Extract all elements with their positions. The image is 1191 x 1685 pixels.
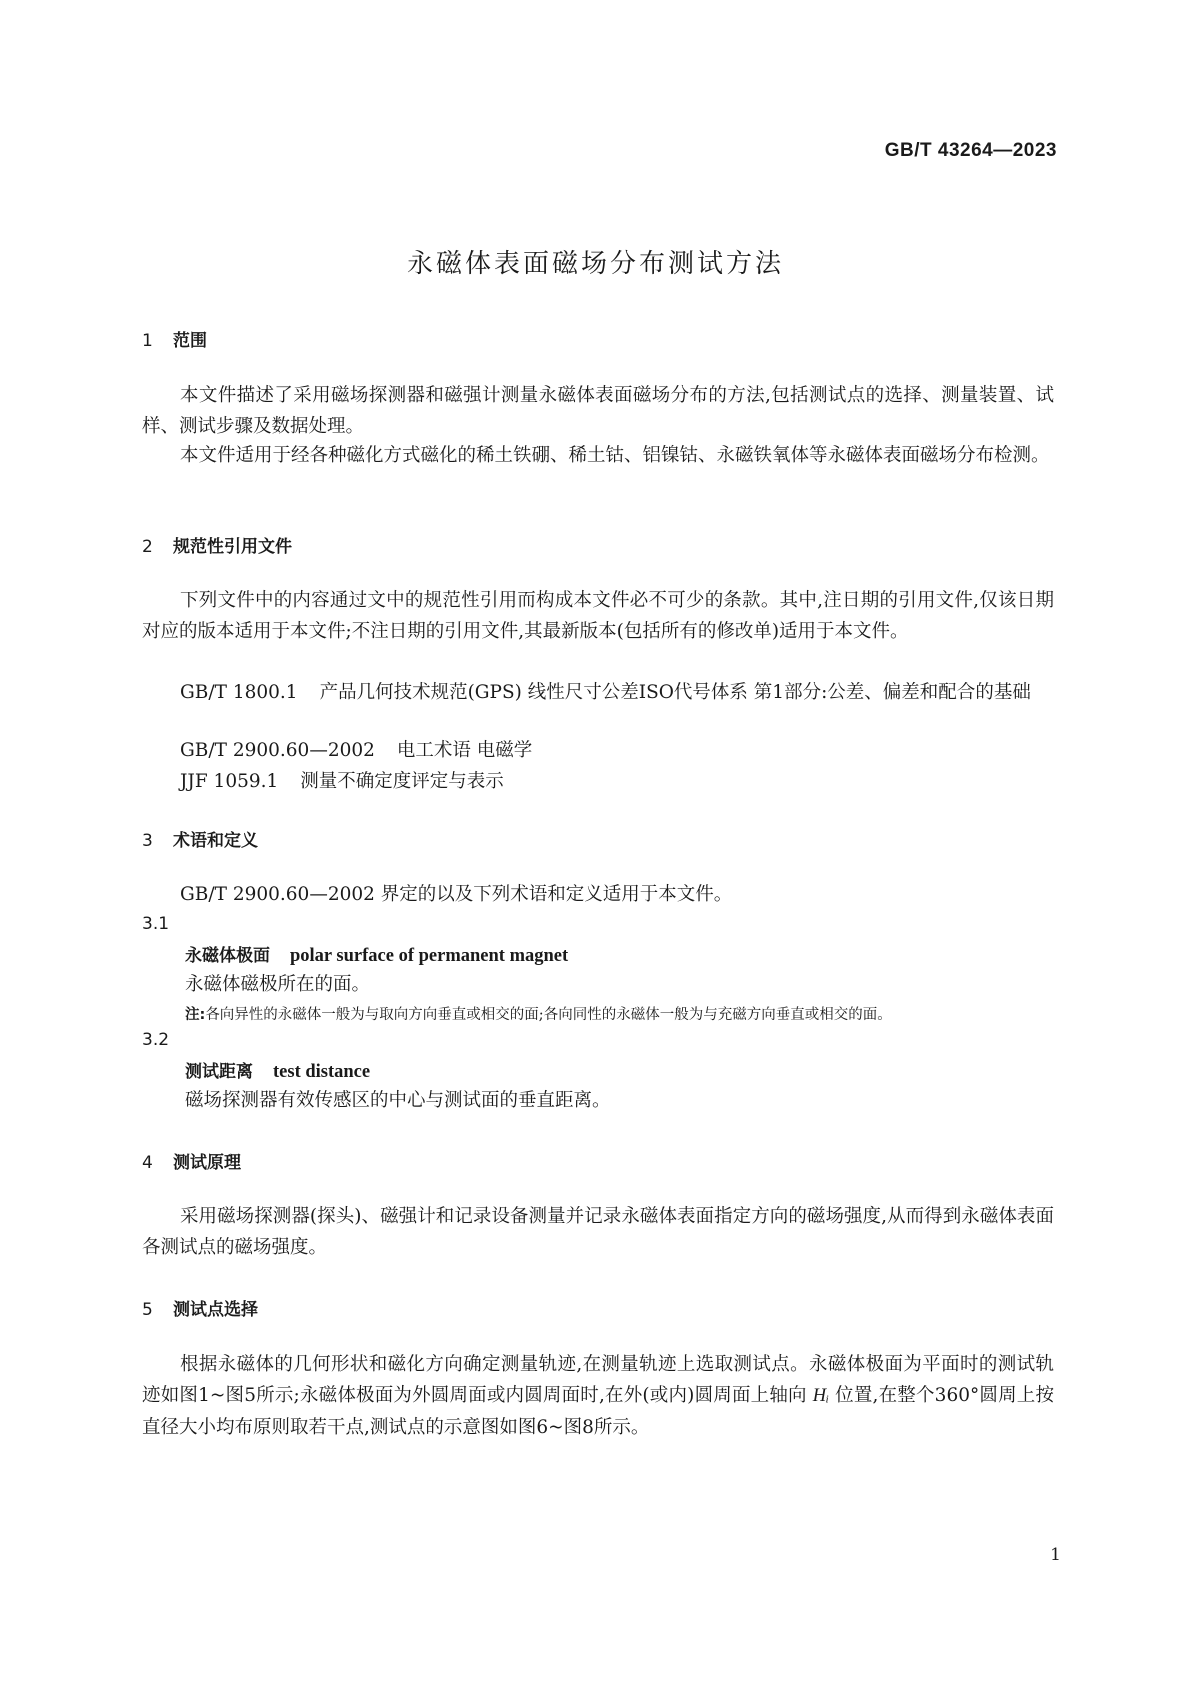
term-number: 3.1 xyxy=(142,914,170,934)
reference-title: 电工术语 电磁学 xyxy=(396,740,533,761)
section-title: 测试原理 xyxy=(173,1153,241,1173)
term-english: test distance xyxy=(273,1062,371,1082)
paragraph-text: 根据永磁体的几何形状和磁化方向确定测量轨迹,在测量轨迹上选取测试点。永磁体极面为平面时的测试轨迹如图1~图5所示;永磁体极面为外圆周面或内圆周面时,在外(或内)圆周面上轴向 xyxy=(142,1354,1054,1406)
term-heading xyxy=(185,941,568,967)
term-note xyxy=(185,1003,892,1024)
field-symbol: Hᵢ xyxy=(812,1386,830,1406)
term-english: polar surface of permanent magnet xyxy=(290,946,569,966)
paragraph: 采用磁场探测器(探头)、磁强计和记录设备测量并记录永磁体表面指定方向的磁场强度,从而得到永磁体表面各测试点的磁场强度。 xyxy=(142,1206,1054,1258)
section-heading-test-point-selection xyxy=(142,1295,258,1320)
standard-code: GB/T 43264—2023 xyxy=(884,140,1057,161)
reference-item xyxy=(180,766,1054,797)
term-heading xyxy=(185,1057,370,1083)
section-number: 5 xyxy=(142,1300,153,1320)
section-title: 术语和定义 xyxy=(173,831,258,851)
page-number: 1 xyxy=(1050,1545,1061,1565)
section-heading-terms-and-definitions xyxy=(142,826,258,851)
section-number: 1 xyxy=(142,331,153,351)
reference-code: JJF 1059.1 xyxy=(180,771,279,792)
paragraph-text: 位置,在整个360°圆周上按直径大小均布原则取若干点,测试点的示意图如图6~图8所示。 xyxy=(142,1385,1054,1438)
section-number: 2 xyxy=(142,537,153,557)
paragraph: 下列文件中的内容通过文中的规范性引用而构成本文件必不可少的条款。其中,注日期的引用文件,仅该日期对应的版本适用于本文件;不注日期的引用文件,其最新版本(包括所有的修改单)适用于本文件。 xyxy=(142,590,1054,642)
term-number: 3.2 xyxy=(142,1030,170,1050)
reference-title: 测量不确定度评定与表示 xyxy=(300,771,504,792)
section-title: 测试点选择 xyxy=(173,1300,258,1320)
term-definition: 永磁体磁极所在的面。 xyxy=(185,974,371,995)
section-heading-normative-references xyxy=(142,532,292,557)
paragraph: GB/T 2900.60—2002 界定的以及下列术语和定义适用于本文件。 xyxy=(180,884,733,905)
reference-code: GB/T 1800.1 xyxy=(180,682,298,703)
section-heading-test-principle xyxy=(142,1148,241,1173)
term-definition: 磁场探测器有效传感区的中心与测试面的垂直距离。 xyxy=(185,1090,611,1111)
note-text: 各向异性的永磁体一般为与取向方向垂直或相交的面;各向同性的永磁体一般为与充磁方向垂直或相交的面。 xyxy=(205,1007,892,1023)
paragraph: 本文件描述了采用磁场探测器和磁强计测量永磁体表面磁场分布的方法,包括测试点的选择、测量装置、试样、测试步骤及数据处理。 xyxy=(142,385,1054,437)
reference-item xyxy=(180,735,1054,766)
term-chinese: 测试距离 xyxy=(185,1062,253,1082)
paragraph xyxy=(142,1349,1054,1443)
note-label: 注: xyxy=(185,1007,206,1023)
reference-item xyxy=(180,677,1054,708)
section-title: 规范性引用文件 xyxy=(173,537,292,557)
section-heading-scope xyxy=(142,326,207,351)
section-number: 4 xyxy=(142,1153,153,1173)
reference-title: 产品几何技术规范(GPS) 线性尺寸公差ISO代号体系 第1部分:公差、偏差和配合的基础 xyxy=(319,682,1031,703)
reference-code: GB/T 2900.60—2002 xyxy=(180,740,375,761)
paragraph: 本文件适用于经各种磁化方式磁化的稀土铁硼、稀土钴、铝镍钴、永磁铁氧体等永磁体表面磁场分布检测。 xyxy=(180,445,1050,466)
document-title: 永磁体表面磁场分布测试方法 xyxy=(406,249,784,279)
term-chinese: 永磁体极面 xyxy=(185,946,270,966)
section-title: 范围 xyxy=(173,331,207,351)
section-number: 3 xyxy=(142,831,153,851)
